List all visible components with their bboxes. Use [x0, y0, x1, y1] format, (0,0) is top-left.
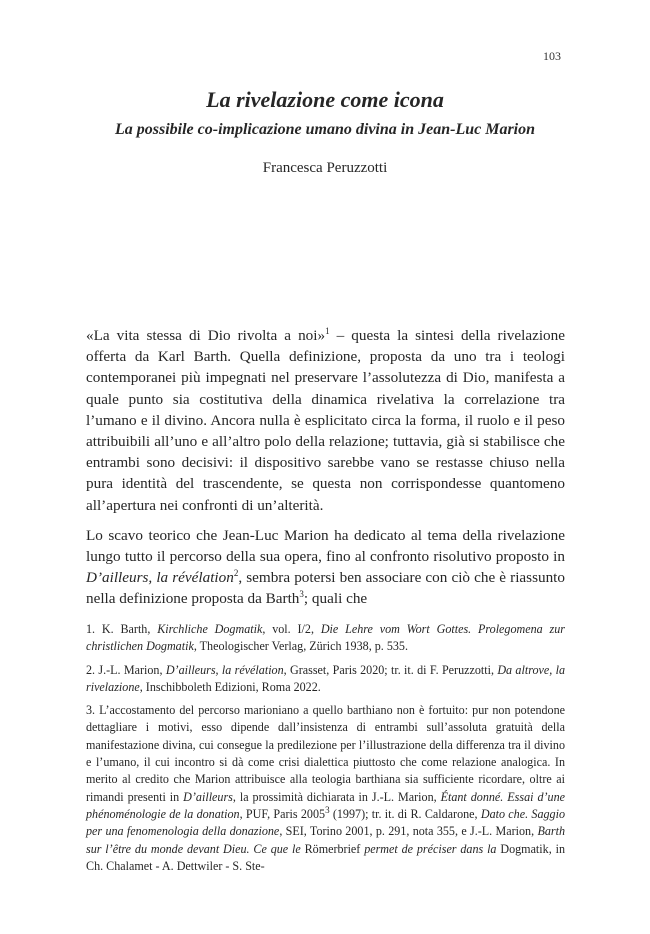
article-author: Francesca Peruzzotti: [262, 160, 388, 176]
footnote-ref-2[interactable]: 2: [233, 568, 239, 579]
text-run: , Theologischer Verlag, Zürich 1938, p. 535.: [193, 639, 409, 654]
article-header: [0, 86, 650, 178]
text-run: , sembra potersi ben associare con ciò che è riassunto nella definizione proposta da Barth: [86, 569, 565, 608]
book-title: D’ailleurs, la révélation: [86, 569, 234, 587]
book-title: Dato che. Saggio per una fenomenologia della donazione: [86, 806, 565, 839]
book-title: Barth sur l’être du monde devant Dieu. Ce que le: [86, 824, 565, 856]
body-text: [86, 325, 565, 619]
text-run: 2. J.-L. Marion,: [86, 662, 166, 677]
text-run: – questa la sintesi della rivelazione offerta da Karl Barth. Quella definizione, proposta da uno tra i teologi contemporanei più impegnati nel preservare l’assolutezza di Dio, manifesta a quale punto sia costitutiva della dinamica rivelativa la correlazione tra l’umano e il divino. Ancora nulla è esplicitato circa la forma, il ruolo e il peso attribuibili all’uno e all’altro polo della relazione; tuttavia, già si stabilisce che entrambi sono decisivi: il dispositivo sarebbe vano se restasse chiuso nella pura identità del trascendente, se questa non corrispondesse quantomeno all’apertura nei confronti di un’alterità.: [86, 327, 565, 514]
book-title: Kirchliche Dogmatik: [157, 622, 263, 636]
footnote-1: [86, 621, 565, 656]
text-run: Dogmatik, in Ch. Chalamet - A. Dettwiler - S. Ste-: [86, 841, 565, 873]
footnote-3: [86, 702, 565, 875]
text-run: , Grasset, Paris 2020; tr. it. di F. Peruzzotti,: [283, 662, 498, 677]
text-run: , vol. I/2,: [262, 622, 321, 636]
text-run: (1997); tr. it. di R. Caldarone,: [329, 806, 481, 821]
article-title: La rivelazione come icona: [206, 87, 444, 112]
book-title: Étant donné. Essai d’une phénoménologie de la donation: [86, 789, 565, 821]
footnote-ref-3[interactable]: 3: [299, 589, 304, 600]
text-run: 1. K. Barth,: [86, 622, 158, 636]
article-subtitle: La possibile co-implicazione umano divina in Jean-Luc Marion: [114, 121, 536, 138]
body-paragraph-1: [86, 325, 565, 516]
book-title: Die Lehre vom Wort Gottes. Prolegomena zur christlichen Dogmatik: [86, 622, 566, 654]
footnote-ref-1[interactable]: 1: [325, 325, 330, 336]
book-title: D’ailleurs, la révélation: [165, 662, 284, 677]
text-run: ; quali che: [303, 590, 368, 608]
book-title: permet de préciser dans la: [364, 841, 497, 856]
book-title: Da altrove, la rivelazione: [86, 662, 565, 694]
text-run: , la prossimità dichiarata in J.-L. Marion,: [232, 789, 441, 804]
body-paragraph-2: [86, 525, 565, 610]
footnotes: [86, 621, 565, 881]
book-title: D’ailleurs: [183, 789, 233, 804]
edition-superscript: 3: [325, 804, 330, 815]
text-run: Römerbrief: [300, 841, 365, 856]
footnote-2: [86, 662, 565, 697]
page-number: 103: [543, 49, 561, 63]
text-run: Lo scavo teorico che Jean-Luc Marion ha dedicato al tema della rivelazione lungo tutto il percorso della sua opera, fino al confronto risolutivo proposto in: [86, 526, 565, 566]
text-run: , Inschibboleth Edizioni, Roma 2022.: [139, 679, 321, 694]
text-run: , SEI, Torino 2001, p. 291, nota 355, e J.-L. Marion,: [279, 824, 538, 839]
text-run: 3. L’accostamento del percorso marioniano a quello barthiano non è fortuito: pur non potendone dettagliare i motivi, esso dipende dall’insistenza di entrambi sull’assoluta gratuità della manifestazione divina, cui consegue la predilezione per l’illustrazione della differenza tra il divino e l’umano, il cui incontro si dà come crisi dialettica piuttosto che come relazione analogica. In merito al credito che Marion attribuisce alla teologia barthiana sia sufficiente ricordare, oltre ai rimandi presenti in: [86, 703, 565, 804]
text-run: , PUF, Paris 2005: [239, 806, 326, 821]
text-run: «La vita stessa di Dio rivolta a noi»: [86, 327, 326, 344]
